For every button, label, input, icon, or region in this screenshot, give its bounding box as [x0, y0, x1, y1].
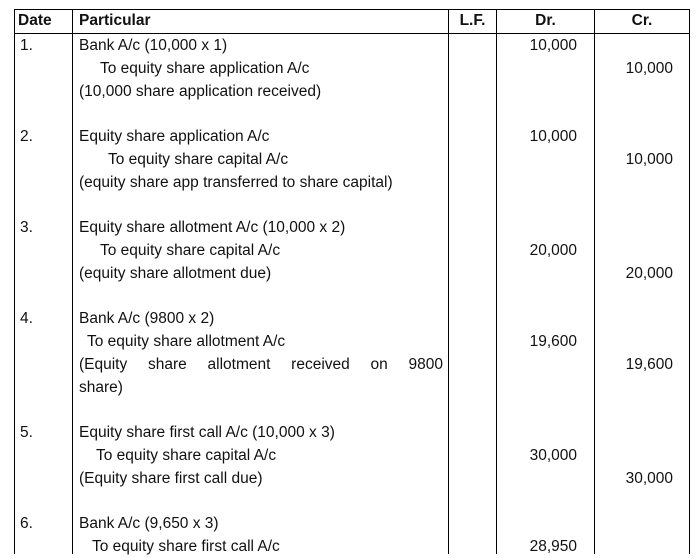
entry-cr-amount: 30,000	[625, 470, 673, 487]
entry-credit-line: To equity share first call A/c	[92, 538, 280, 555]
table-right-border	[689, 9, 690, 554]
entry-narration-continued: share)	[79, 379, 123, 396]
entry-cr-amount: 10,000	[625, 60, 673, 77]
entry-dr-amount: 19,600	[529, 333, 577, 350]
entry-credit-line: To equity share capital A/c	[100, 242, 281, 259]
entry-narration: (10,000 share application received)	[79, 83, 322, 100]
entry-dr-amount: 10,000	[529, 128, 577, 145]
entry-cr-amount: 10,000	[625, 151, 673, 168]
entry-cr-amount: 20,000	[625, 265, 673, 282]
entry-dr-amount: 10,000	[529, 37, 577, 54]
entry-number: 3.	[20, 219, 33, 236]
header-particular: Particular	[79, 12, 151, 29]
entry-cr-amount: 19,600	[625, 356, 673, 373]
header-lf: L.F.	[459, 12, 486, 29]
entry-narration: (equity share app transferred to share capital)	[79, 174, 393, 191]
header-date: Date	[18, 12, 52, 29]
header-cr: Cr.	[631, 12, 653, 29]
entry-narration: (Equity share first call due)	[79, 470, 263, 487]
table-left-border	[14, 9, 15, 554]
entry-number: 1.	[20, 37, 33, 54]
entry-number: 5.	[20, 424, 33, 441]
entry-number: 6.	[20, 515, 33, 532]
entry-debit-line: Bank A/c (10,000 x 1)	[79, 37, 228, 54]
entry-debit-line: Bank A/c (9800 x 2)	[79, 310, 215, 327]
header-dr: Dr.	[535, 12, 556, 29]
entry-number: 4.	[20, 310, 33, 327]
entry-debit-line: Equity share application A/c	[79, 128, 270, 145]
entry-credit-line: To equity share allotment A/c	[87, 333, 286, 350]
entry-dr-amount: 20,000	[529, 242, 577, 259]
entry-debit-line: Equity share allotment A/c (10,000 x 2)	[79, 219, 346, 236]
entry-credit-line: To equity share capital A/c	[96, 447, 277, 464]
col-divider-date	[72, 9, 73, 554]
col-divider-particular	[448, 9, 449, 554]
entry-dr-amount: 30,000	[529, 447, 577, 464]
entry-narration: (equity share allotment due)	[79, 265, 272, 282]
col-divider-lf	[496, 9, 497, 554]
entry-debit-line: Equity share first call A/c (10,000 x 3)	[79, 424, 335, 441]
entry-credit-line: To equity share capital A/c	[108, 151, 289, 168]
entry-debit-line: Bank A/c (9,650 x 3)	[79, 515, 219, 532]
entry-narration: (Equity share allotment received on 9800	[79, 356, 443, 373]
entry-number: 2.	[20, 128, 33, 145]
entry-dr-amount: 28,950	[529, 538, 577, 555]
entry-credit-line: To equity share application A/c	[100, 60, 310, 77]
